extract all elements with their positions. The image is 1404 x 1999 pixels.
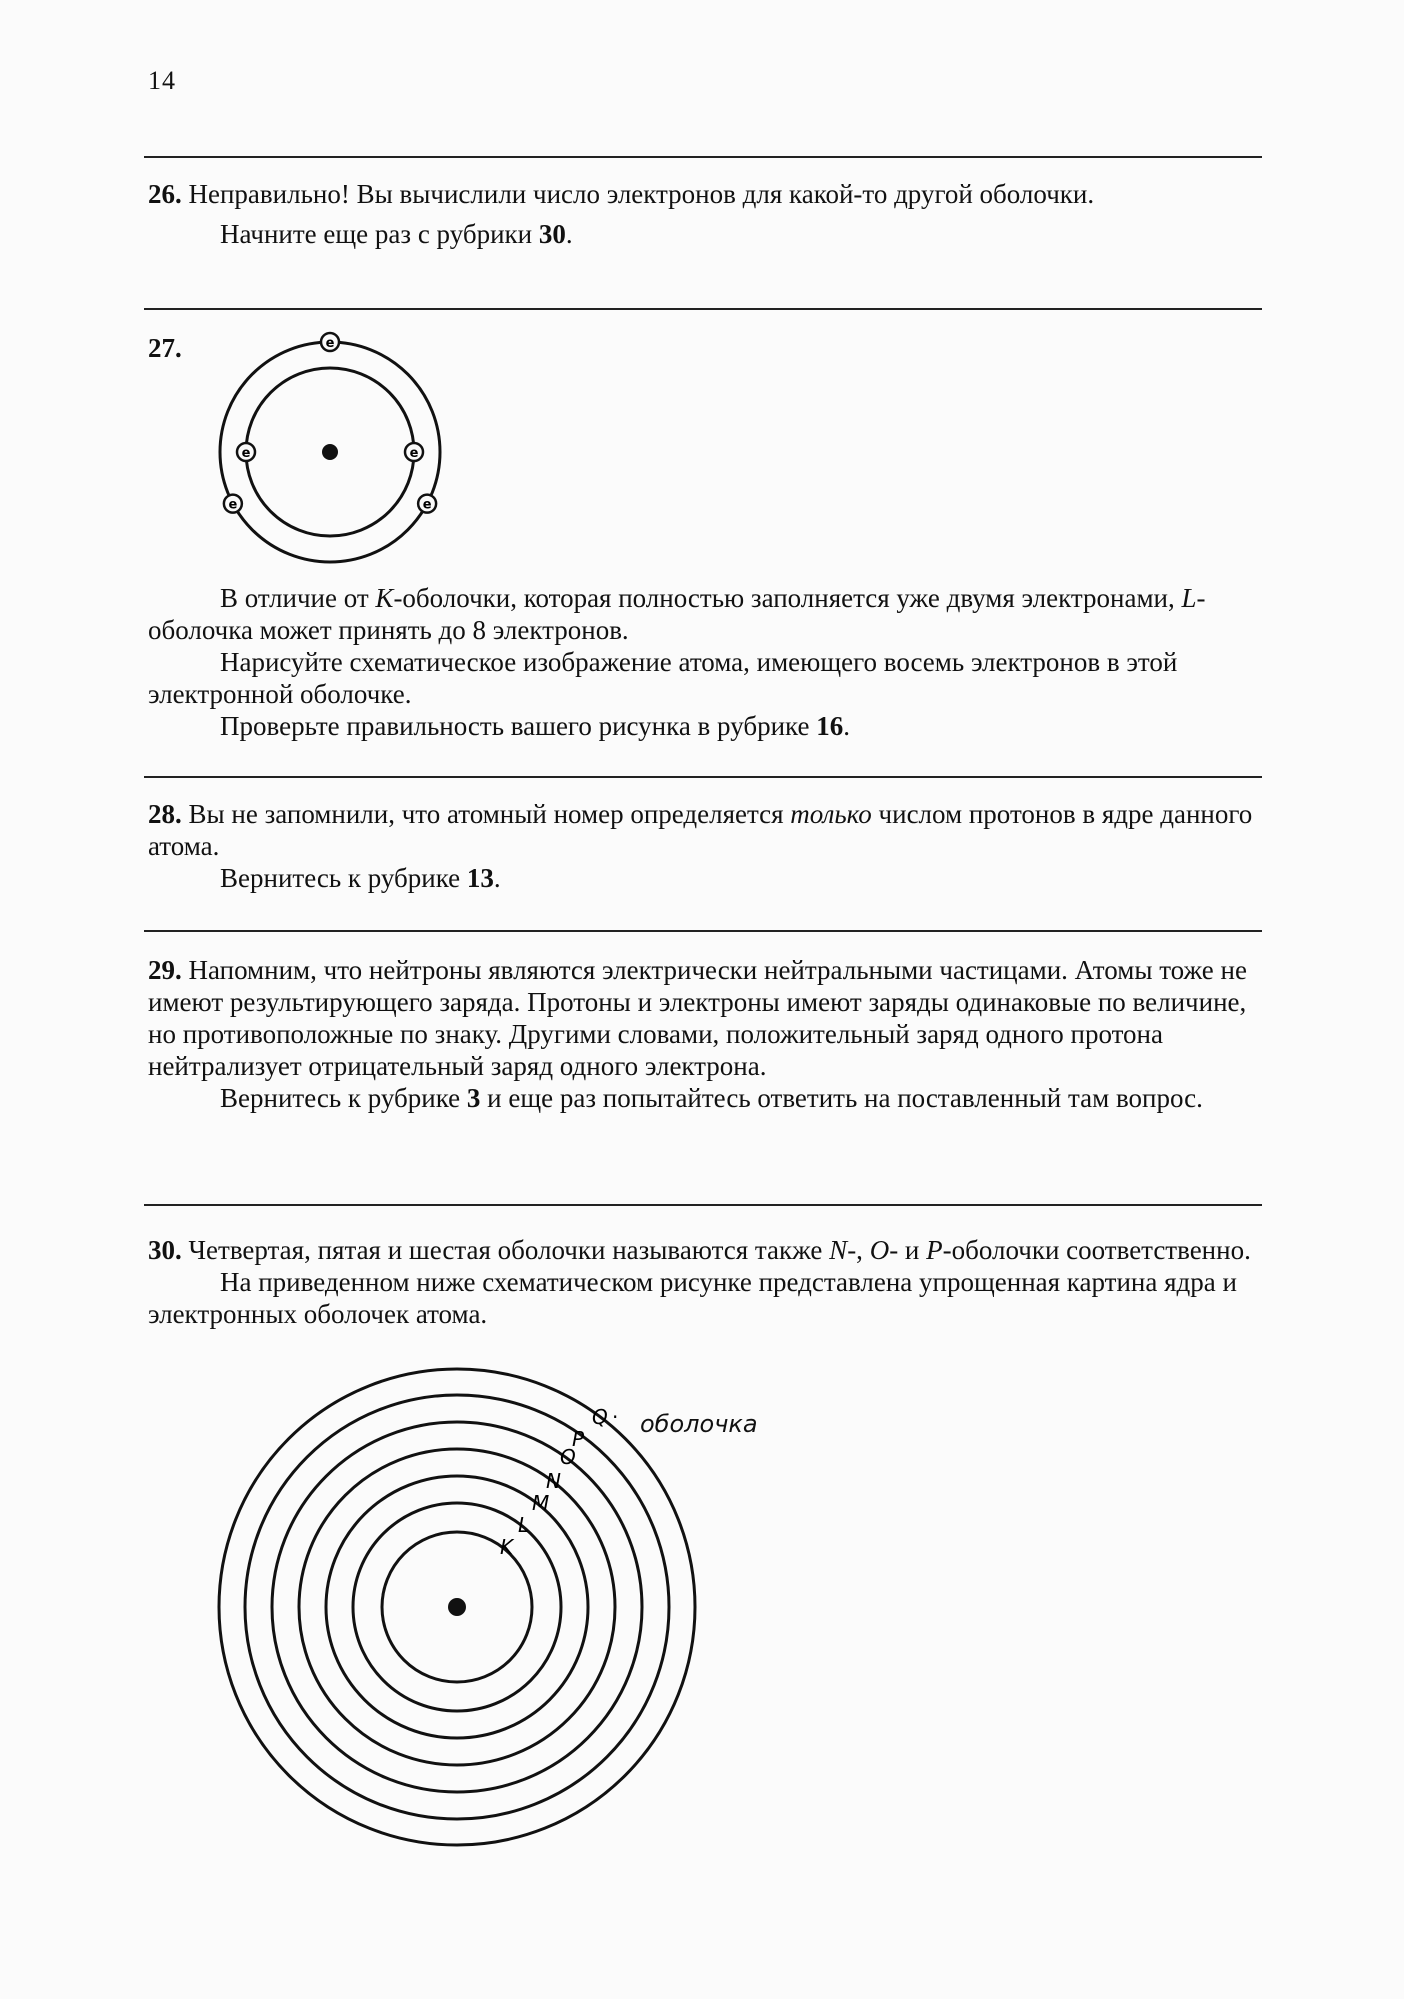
- punctuation: .: [493, 863, 501, 893]
- section-number: 28.: [148, 799, 182, 829]
- electron-group: [224, 333, 436, 513]
- paragraph-text: Нарисуйте схематическое изображение атома, имеющего восемь электронов в этой электронной оболочке.: [148, 647, 1178, 709]
- section-number: 27.: [148, 333, 182, 363]
- section-29: [148, 954, 1260, 1114]
- label-dot: ·: [612, 1405, 619, 1429]
- emphasis: только: [790, 799, 872, 829]
- paragraph-text: Напомним, что нейтроны являются электрически нейтральными частицами. Атомы тоже не имеют результирующего заряда. Протоны и электроны имеют заряды одинаковые по величине, но противоположные по знаку. Другими словами, положительный заряд одного протона нейтрализует отрицательный заряд одного электрона.: [148, 955, 1247, 1081]
- seven-shell-atom-diagram: [200, 1370, 760, 1850]
- paragraph-text: На приведенном ниже схематическом рисунке представлена упрощенная картина ядра и электронных оболочек атома.: [148, 1267, 1237, 1329]
- paragraph-text: Вернитесь к рубрике: [220, 863, 467, 893]
- shell-label-l: L: [518, 1513, 530, 1537]
- rubric-reference[interactable]: 16: [816, 711, 844, 741]
- nucleus-dot: [448, 1598, 466, 1616]
- nucleus-dot: [322, 444, 338, 460]
- paragraph-text: числом протонов в ядре данного атома.: [148, 799, 1253, 861]
- shell-name: K: [375, 583, 394, 613]
- shell-name: P: [926, 1235, 943, 1265]
- section-divider: [144, 308, 1262, 310]
- shell-label-n: N: [546, 1469, 561, 1493]
- section-divider: [144, 1204, 1262, 1206]
- section-26: [148, 178, 1260, 250]
- section-30: [148, 1234, 1260, 1330]
- paragraph-text: В отличие от: [220, 583, 376, 613]
- punctuation: - и: [889, 1235, 927, 1265]
- shell-name: N: [829, 1235, 848, 1265]
- punctuation: -,: [847, 1235, 870, 1265]
- paragraph-text: -оболочки соответственно.: [942, 1235, 1251, 1265]
- page-number: 14: [148, 66, 176, 95]
- punctuation: .: [843, 711, 850, 741]
- shell-label-k: K: [500, 1535, 514, 1559]
- shell-label-m: M: [532, 1491, 550, 1515]
- electron-symbol: e: [422, 497, 432, 513]
- paragraph-text: Неправильно! Вы вычислили число электронов для какой-то другой оболочки.: [188, 179, 1095, 209]
- section-27-text: [148, 582, 1260, 742]
- section-28: [148, 798, 1260, 894]
- rubric-reference[interactable]: 30: [538, 219, 566, 249]
- paragraph-text: Вы не запомнили, что атомный номер определяется: [188, 799, 791, 829]
- section-number: 26.: [148, 179, 182, 209]
- paragraph-text: -оболочки, которая полностью заполняется уже двумя электронами,: [393, 583, 1182, 613]
- section-number: 29.: [148, 955, 182, 985]
- shell-label-o: O: [560, 1445, 576, 1469]
- shell-name: O: [869, 1235, 890, 1265]
- paragraph-text: -оболочка может принять до 8 электронов.: [148, 583, 1206, 645]
- shell-label-group: [500, 1405, 618, 1559]
- punctuation: .: [565, 219, 573, 249]
- rubric-reference[interactable]: 13: [466, 863, 494, 893]
- electron-symbol: e: [228, 497, 238, 513]
- section-number: 30.: [148, 1235, 182, 1265]
- section-divider: [144, 776, 1262, 778]
- shell-caption: оболочка: [640, 1410, 758, 1438]
- paragraph-text: Начните еще раз с рубрики: [220, 219, 539, 249]
- two-shell-atom-diagram: [210, 324, 450, 564]
- paragraph-text: Четвертая, пятая и шестая оболочки называются также: [188, 1235, 830, 1265]
- section-divider: [144, 156, 1262, 158]
- paragraph-text: Проверьте правильность вашего рисунка в рубрике: [220, 711, 817, 741]
- electron-symbol: e: [409, 446, 419, 461]
- shell-name: L: [1181, 583, 1197, 613]
- section-divider: [144, 930, 1262, 932]
- electron-symbol: e: [325, 336, 335, 351]
- paragraph-text: Вернитесь к рубрике: [220, 1083, 467, 1113]
- shell-label-q: Q: [592, 1405, 608, 1429]
- electron-symbol: e: [241, 446, 251, 461]
- rubric-reference[interactable]: 3: [466, 1083, 481, 1113]
- paragraph-text: и еще раз попытайтесь ответить на поставленный там вопрос.: [480, 1083, 1203, 1113]
- shell-label-p: P: [572, 1427, 585, 1451]
